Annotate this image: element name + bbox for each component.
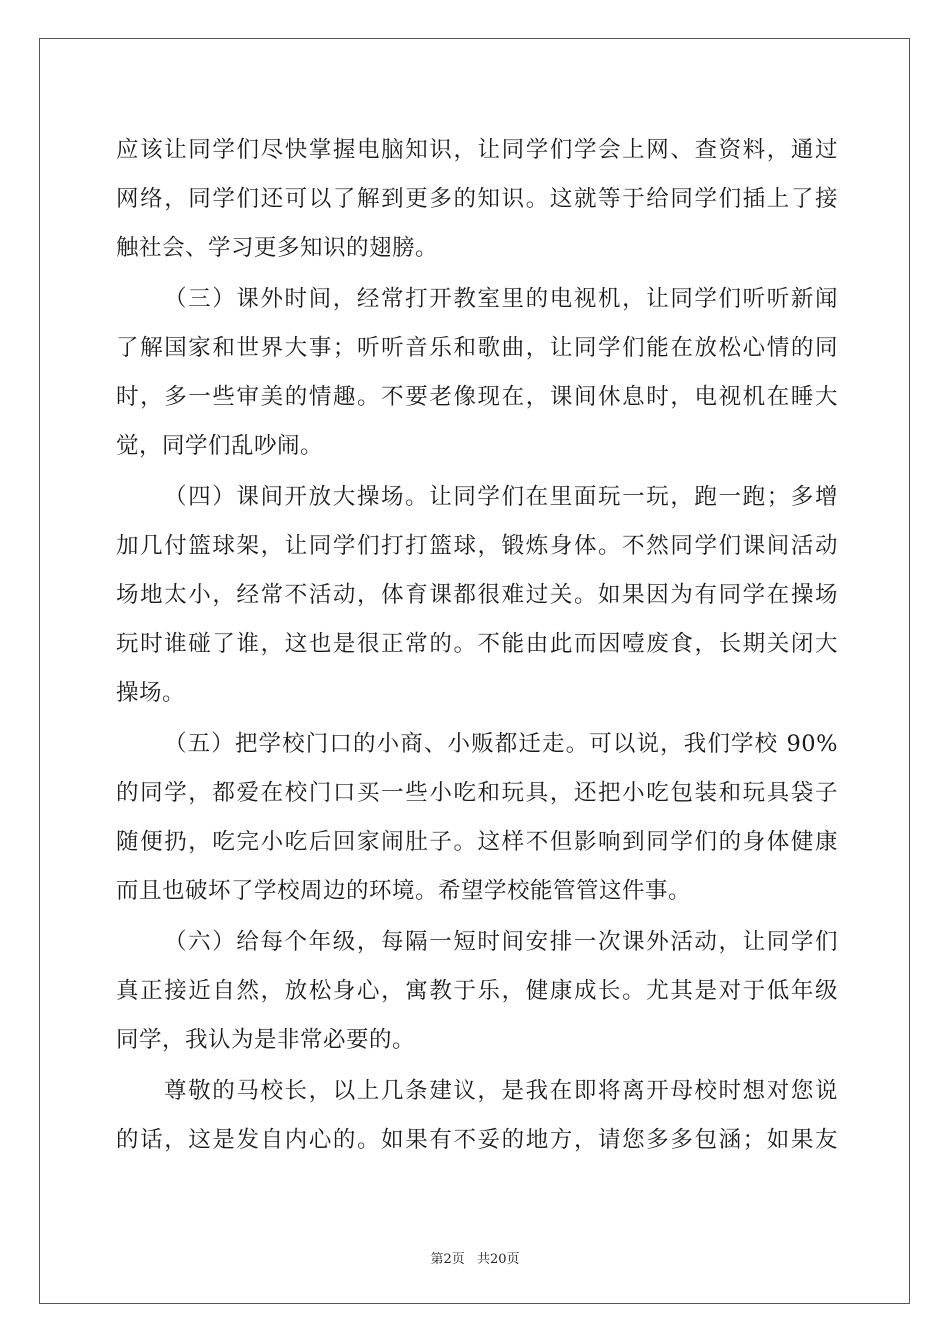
paragraph — [116, 1067, 838, 1165]
paragraph — [116, 126, 838, 273]
text-line: 真正接近自然，放松身心，寓教于乐，健康成长。尤其是对于低年级 — [116, 978, 838, 1004]
text-line: 触社会、学习更多知识的翅膀。 — [116, 235, 439, 261]
text-line: 加几付篮球架，让同学们打打篮球，锻炼身体。不然同学们课间活动 — [116, 533, 838, 559]
paragraph — [116, 720, 838, 916]
text-line: 场地太小，经常不活动，体育课都很难过关。如果因为有同学在操场 — [116, 582, 838, 608]
text-line: （四）课间开放大操场。让同学们在里面玩一玩，跑一跑；多增 — [164, 484, 838, 510]
text-line: 网络，同学们还可以了解到更多的知识。这就等于给同学们插上了接 — [116, 186, 838, 212]
document-body — [116, 126, 838, 1167]
page-footer — [0, 1248, 950, 1267]
text-line: （五）把学校门口的小商、小贩都迁走。可以说，我们学校 90% — [164, 731, 838, 757]
paragraph — [116, 918, 838, 1065]
text-line: 的话，这是发自内心的。如果有不妥的地方，请您多多包涵；如果友 — [116, 1127, 838, 1153]
current-page-number: 第2页 — [430, 1252, 465, 1267]
paragraph — [116, 473, 838, 718]
text-line: 随便扔，吃完小吃后回家闹肚子。这样不但影响到同学们的身体健康 — [116, 829, 838, 855]
text-line: 而且也破坏了学校周边的环境。希望学校能管管这件事。 — [116, 878, 692, 904]
text-line: 时，多一些审美的情趣。不要老像现在，课间休息时，电视机在睡大 — [116, 384, 838, 410]
total-page-count: 共20页 — [476, 1252, 520, 1267]
text-line: 玩时谁碰了谁，这也是很正常的。不能由此而因噎废食，长期关闭大 — [116, 631, 838, 657]
text-line: 的同学，都爱在校门口买一些小吃和玩具，还把小吃包装和玩具袋子 — [116, 780, 838, 806]
text-line: 了解国家和世界大事；听听音乐和歌曲，让同学们能在放松心情的同 — [116, 335, 838, 361]
paragraph — [116, 275, 838, 471]
text-line: （六）给每个年级，每隔一短时间安排一次课外活动，让同学们 — [164, 929, 838, 955]
text-line: 操场。 — [116, 680, 186, 706]
text-line: （三）课外时间，经常打开教室里的电视机，让同学们听听新闻 — [164, 286, 838, 312]
text-line: 觉，同学们乱吵闹。 — [116, 433, 324, 459]
text-line: 应该让同学们尽快掌握电脑知识，让同学们学会上网、查资料，通过 — [116, 137, 838, 163]
text-line: 尊敬的马校长，以上几条建议，是我在即将离开母校时想对您说 — [164, 1078, 838, 1104]
text-line: 同学，我认为是非常必要的。 — [116, 1027, 416, 1053]
